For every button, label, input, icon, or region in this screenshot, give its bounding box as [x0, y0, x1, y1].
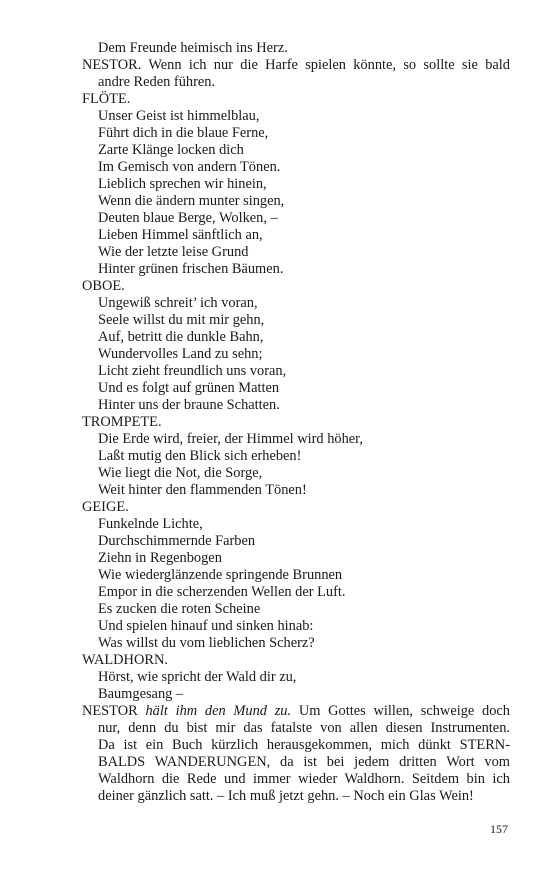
speaker-name: NESTOR.: [82, 57, 142, 73]
prose-line: Waldhorn die Rede und immer wieder Waldhorn. Seitdem bin ich: [98, 771, 510, 787]
verse-line: Auf, betritt die dunkle Bahn,: [98, 329, 264, 345]
nestor-speech-2: [82, 703, 510, 805]
verse-line: Wundervolles Land zu sehn;: [98, 346, 263, 362]
verse-line: Im Gemisch von andern Tönen.: [98, 159, 281, 175]
verse-line: Dem Freunde heimisch ins Herz.: [98, 40, 288, 56]
speaker-heading: OBOE.: [82, 278, 125, 294]
verse-line: Lieben Himmel sänftlich an,: [98, 227, 263, 243]
verse-line: Ziehn in Regenbogen: [98, 550, 222, 566]
speech-text: Wenn ich nur die Harfe spielen könnte, so sollte sie bald: [141, 57, 510, 73]
verse-line: Ungewiß schreit’ ich voran,: [98, 295, 258, 311]
verse-line: Seele willst du mit mir gehn,: [98, 312, 265, 328]
speaker-heading: FLÖTE.: [82, 91, 131, 107]
verse-line: Hinter grünen frischen Bäumen.: [98, 261, 284, 277]
verse-line: Wenn die ändern munter singen,: [98, 193, 285, 209]
verse-line: Zarte Klänge locken dich: [98, 142, 244, 158]
verse-line: Wie der letzte leise Grund: [98, 244, 249, 260]
prose-line: Da ist ein Buch kürzlich herausgekommen, mich dünkt STERN-: [98, 737, 510, 753]
verse-line: Empor in die scherzenden Wellen der Luft.: [98, 584, 346, 600]
prose-line: BALDS WANDERUNGEN, da ist bei jedem dritten Wort vom: [98, 754, 510, 770]
verse-line: Führt dich in die blaue Ferne,: [98, 125, 269, 141]
page-text: [82, 40, 510, 805]
speaker-heading: TROMPETE.: [82, 414, 162, 430]
verse-line: Wie liegt die Not, die Sorge,: [98, 465, 263, 481]
text-block-upper: [82, 40, 510, 703]
verse-line: Was willst du vom lieblichen Scherz?: [98, 635, 315, 651]
verse-line: Deuten blaue Berge, Wolken, –: [98, 210, 278, 226]
page-number: 157: [490, 822, 508, 836]
speaker-heading: WALDHORN.: [82, 652, 168, 668]
verse-line: Baumgesang –: [98, 686, 184, 702]
prose-line: [82, 57, 510, 74]
verse-line: Lieblich sprechen wir hinein,: [98, 176, 267, 192]
speech-text: Um Gottes willen, schweige doch: [291, 703, 510, 719]
verse-line: Hörst, wie spricht der Wald dir zu,: [98, 669, 297, 685]
verse-line: Wie wiederglänzende springende Brunnen: [98, 567, 343, 583]
stage-direction: hält ihm den Mund zu.: [137, 703, 292, 719]
speaker-name: NESTOR: [82, 703, 138, 719]
verse-line: Und es folgt auf grünen Matten: [98, 380, 280, 396]
verse-line: Hinter uns der braune Schatten.: [98, 397, 280, 413]
prose-line: nur, denn du bist mir das fatalste von allen diesen Instrumenten.: [98, 720, 510, 736]
verse-line: Und spielen hinauf und sinken hinab:: [98, 618, 314, 634]
verse-line: Licht zieht freundlich uns voran,: [98, 363, 287, 379]
prose-line: andre Reden führen.: [98, 74, 216, 90]
verse-line: Die Erde wird, freier, der Himmel wird höher,: [98, 431, 363, 447]
verse-line: Durchschimmernde Farben: [98, 533, 256, 549]
prose-line: deiner gänzlich satt. – Ich muß jetzt gehn. – Noch ein Glas Wein!: [98, 788, 474, 804]
verse-line: Es zucken die roten Scheine: [98, 601, 261, 617]
verse-line: Laßt mutig den Blick sich erheben!: [98, 448, 302, 464]
speaker-heading: GEIGE.: [82, 499, 129, 515]
verse-line: Funkelnde Lichte,: [98, 516, 203, 532]
nestor-speech-1: [82, 57, 510, 91]
verse-line: Unser Geist ist himmelblau,: [98, 108, 260, 124]
verse-line: Weit hinter den flammenden Tönen!: [98, 482, 307, 498]
prose-line: [82, 703, 510, 720]
